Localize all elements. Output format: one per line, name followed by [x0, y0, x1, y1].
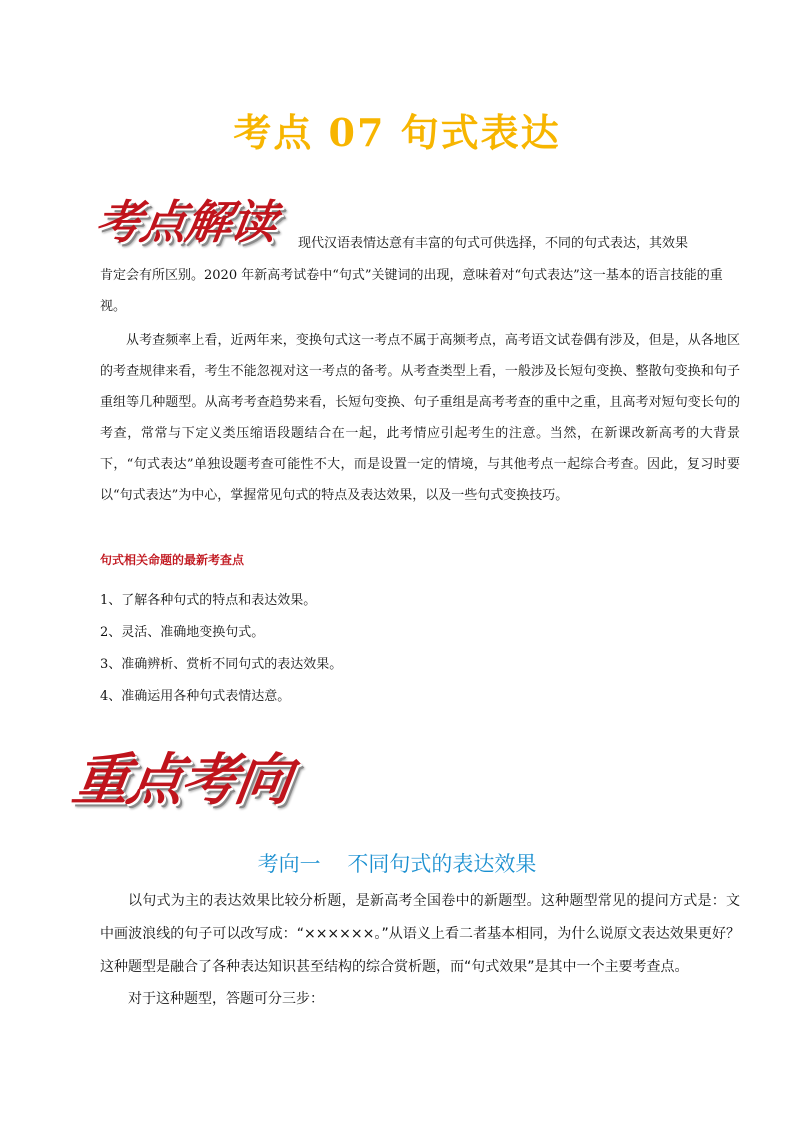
list-item: 4、准确运用各种句式表情达意。 [100, 689, 291, 704]
paragraph-question-type: 以句式为主的表达效果比较分析题，是新高考全国卷中的新题型。这种题型常见的提问方式是：文中画波浪线的句子可以改写成：“××××××。”从语义上看二者基本相同，为什么说原文表达效果更好？这种题型是融合了各种表达知识甚至结构的综合赏析题，而“句式效果”是其中一个主要考查点。 [100, 893, 740, 975]
list-item: 3、准确辨析、赏析不同句式的表达效果。 [100, 657, 343, 672]
intro-paragraph-rest: 肯定会有所区别。2020 年新高考试卷中“句式”关键词的出现，意味着对“句式表达”这一基本的语言技能的重视。 [100, 268, 723, 314]
intro-first-line: 现代汉语表情达意有丰富的句式可供选择，不同的句式表达，其效果 [298, 236, 689, 251]
list-item: 2、灵活、准确地变换句式。 [100, 625, 265, 640]
paragraph-frequency: 从考查频率上看，近两年来，变换句式这一考点不属于高频考点，高考语文试卷偶有涉及，但是，从各地区的考查规律来看，考生不能忽视对这一考点的备考。从考查类型上看，一般涉及长短句变换、整散句变换和句子重组等几种题型。从高考考查趋势来看，长短句变换、句子重组是高考考查的重中之重，且高考对短句变长句的考查，常常与下定义类压缩语段题结合在一起，此考情应引起考生的注意。当然，在新课改新高考的大背景下，“句式表达”单独设题考查可能性不大，而是设置一定的情境，与其他考点一起综合考查。因此，复习时要以“句式表达”为中心，掌握常见句式的特点及表达效果，以及一些句式变换技巧。 [100, 333, 740, 503]
list-item: 1、了解各种句式的特点和表达效果。 [100, 593, 317, 608]
page-title: 考点 07 句式表达 [233, 110, 561, 155]
paragraph-steps: 对于这种题型，答题可分三步： [128, 991, 324, 1007]
subheading-latest-points: 句式相关命题的最新考查点 [100, 553, 245, 567]
wordart-heading-key-direction: 重点考向 [68, 748, 294, 813]
wordart-heading-interpretation: 考点解读 [91, 195, 280, 249]
section-title: 考向一 不同句式的表达效果 [257, 852, 537, 876]
